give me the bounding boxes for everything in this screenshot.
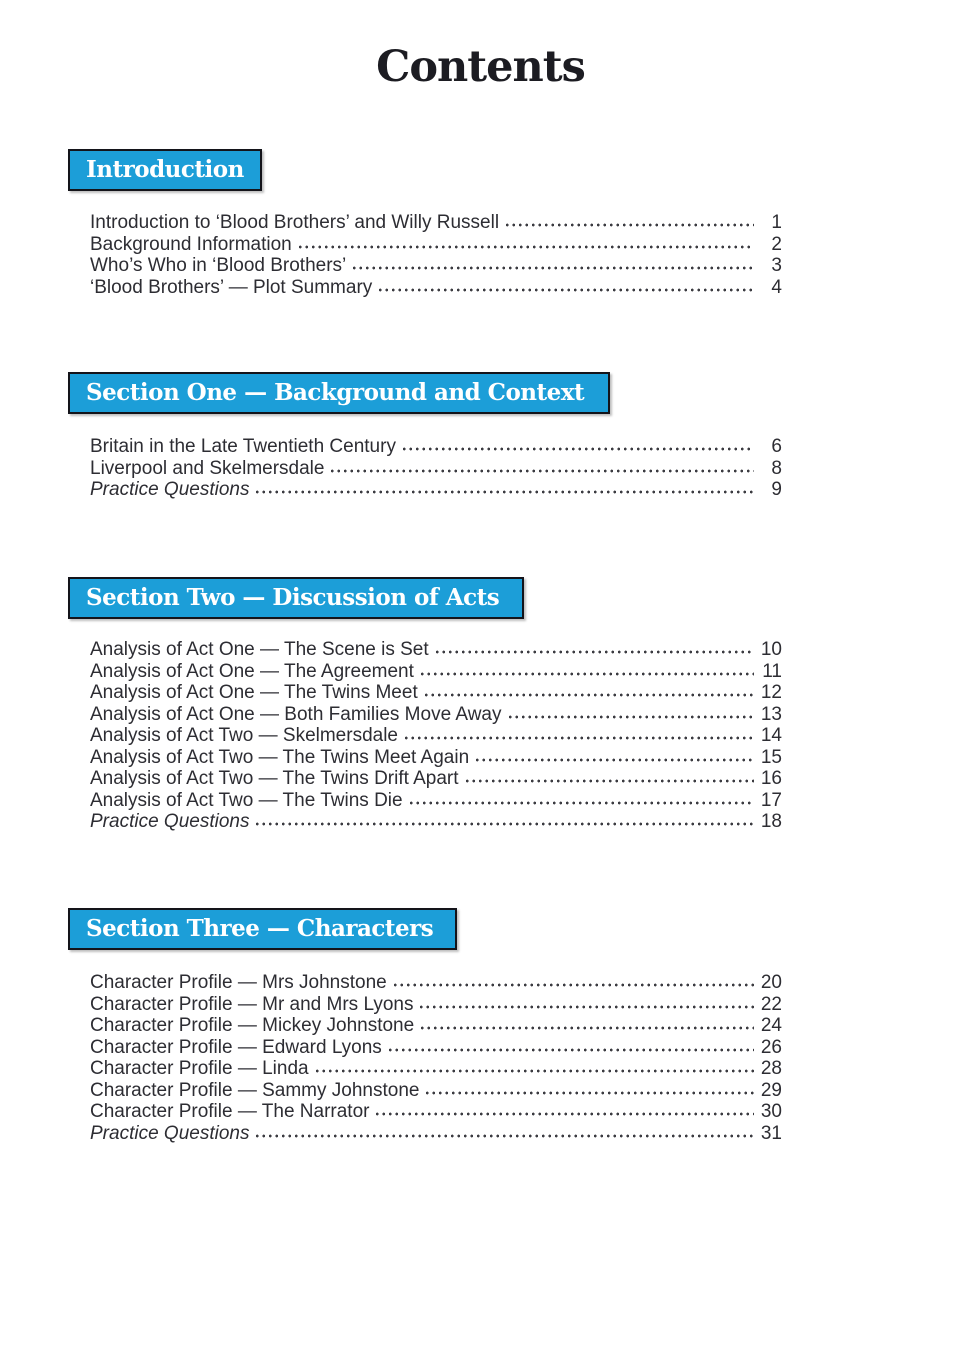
toc-entry xyxy=(90,458,782,480)
dot-leader xyxy=(329,468,754,474)
entry-page-number: 24 xyxy=(760,1015,782,1036)
toc-entry xyxy=(90,1058,782,1080)
dot-leader xyxy=(374,1111,754,1117)
dot-leader xyxy=(254,489,754,495)
dot-leader xyxy=(392,982,754,988)
toc-list-section-two xyxy=(90,639,782,833)
section-heading-label: Section One — Background and Context xyxy=(86,379,585,406)
entry-label: ‘Blood Brothers’ — Plot Summary xyxy=(90,276,373,298)
page-title: Contents xyxy=(376,42,585,92)
entry-page-number: 10 xyxy=(760,639,782,660)
dot-leader xyxy=(464,778,754,784)
entry-label: Analysis of Act Two — The Twins Die xyxy=(90,789,403,811)
entry-label: Analysis of Act Two — The Twins Meet Again xyxy=(90,746,470,768)
entry-page-number: 15 xyxy=(760,746,782,768)
dot-leader xyxy=(401,446,754,452)
dot-leader xyxy=(254,821,754,827)
dot-leader xyxy=(314,1068,754,1074)
entry-page-number: 14 xyxy=(760,725,782,746)
entry-page-number: 13 xyxy=(760,703,782,725)
entry-page-number: 18 xyxy=(760,811,782,832)
toc-entry xyxy=(90,682,782,704)
entry-label: Character Profile — The Narrator xyxy=(90,1101,370,1122)
section-heading-label: Introduction xyxy=(86,156,244,183)
entry-page-number: 22 xyxy=(760,993,782,1015)
dot-leader xyxy=(507,714,755,720)
toc-entry xyxy=(90,234,782,256)
entry-label: Practice Questions xyxy=(90,479,250,500)
toc-list-introduction xyxy=(90,212,782,298)
entry-label: Background Information xyxy=(90,233,292,255)
entry-label: Liverpool and Skelmersdale xyxy=(90,457,325,479)
toc-entry xyxy=(90,1101,782,1123)
toc-entry xyxy=(90,1123,782,1145)
toc-entry xyxy=(90,704,782,726)
toc-entry xyxy=(90,747,782,769)
entry-label: Analysis of Act One — The Twins Meet xyxy=(90,682,418,703)
toc-entry xyxy=(90,790,782,812)
entry-label: Analysis of Act One — Both Families Move Away xyxy=(90,703,502,725)
entry-label: Analysis of Act One — The Agreement xyxy=(90,660,414,682)
toc-entry xyxy=(90,972,782,994)
entry-label: Character Profile — Sammy Johnstone xyxy=(90,1079,420,1101)
entry-page-number: 26 xyxy=(760,1036,782,1058)
section-heading-label: Section Three — Characters xyxy=(86,915,434,942)
toc-entry xyxy=(90,768,782,790)
toc-entry xyxy=(90,725,782,747)
section-heading-introduction xyxy=(68,149,262,191)
entry-label: Who’s Who in ‘Blood Brothers’ xyxy=(90,255,347,276)
section-heading-three xyxy=(68,908,457,950)
toc-entry xyxy=(90,994,782,1016)
toc-entry xyxy=(90,1015,782,1037)
entry-page-number: 3 xyxy=(771,255,782,276)
dot-leader xyxy=(351,265,754,271)
entry-label: Character Profile — Linda xyxy=(90,1058,309,1079)
dot-leader xyxy=(419,1025,754,1031)
dot-leader xyxy=(387,1047,754,1053)
entry-page-number: 4 xyxy=(771,276,782,298)
section-heading-label: Section Two — Discussion of Acts xyxy=(86,584,500,611)
entry-label: Analysis of Act Two — Skelmersdale xyxy=(90,725,398,746)
entry-page-number: 9 xyxy=(771,479,782,500)
entry-page-number: 6 xyxy=(771,436,782,457)
entry-label: Introduction to ‘Blood Brothers’ and Willy Russell xyxy=(90,212,500,233)
dot-leader xyxy=(418,1004,754,1010)
entry-label: Analysis of Act One — The Scene is Set xyxy=(90,639,429,660)
entry-page-number: 31 xyxy=(760,1122,782,1144)
entry-page-number: 1 xyxy=(771,212,782,233)
toc-entry xyxy=(90,639,782,661)
dot-leader xyxy=(254,1133,754,1139)
section-heading-two xyxy=(68,577,524,619)
dot-leader xyxy=(297,244,754,250)
section-heading-one xyxy=(68,372,610,414)
entry-page-number: 28 xyxy=(760,1058,782,1079)
toc-entry xyxy=(90,436,782,458)
toc-list-section-one xyxy=(90,436,782,501)
toc-entry xyxy=(90,277,782,299)
dot-leader xyxy=(504,222,754,228)
entry-label: Practice Questions xyxy=(90,1122,250,1144)
dot-leader xyxy=(474,757,754,763)
entry-page-number: 12 xyxy=(760,682,782,703)
entry-label: Character Profile — Edward Lyons xyxy=(90,1036,382,1058)
entry-label: Practice Questions xyxy=(90,811,250,832)
dot-leader xyxy=(434,649,754,655)
toc-entry xyxy=(90,811,782,833)
entry-label: Character Profile — Mr and Mrs Lyons xyxy=(90,993,414,1015)
toc-list-section-three xyxy=(90,972,782,1144)
toc-entry xyxy=(90,1037,782,1059)
entry-label: Character Profile — Mrs Johnstone xyxy=(90,972,387,993)
entry-page-number: 16 xyxy=(760,768,782,789)
entry-page-number: 30 xyxy=(760,1101,782,1122)
toc-entry xyxy=(90,1080,782,1102)
dot-leader xyxy=(403,735,754,741)
entry-page-number: 20 xyxy=(760,972,782,993)
entry-page-number: 8 xyxy=(771,457,782,479)
entry-page-number: 29 xyxy=(760,1079,782,1101)
entry-label: Britain in the Late Twentieth Century xyxy=(90,436,396,457)
dot-leader xyxy=(424,1090,754,1096)
dot-leader xyxy=(377,287,754,293)
entry-label: Character Profile — Mickey Johnstone xyxy=(90,1015,415,1036)
dot-leader xyxy=(423,692,754,698)
toc-entry xyxy=(90,212,782,234)
entry-page-number: 17 xyxy=(760,789,782,811)
entry-label: Analysis of Act Two — The Twins Drift Apart xyxy=(90,768,459,789)
toc-entry xyxy=(90,255,782,277)
dot-leader xyxy=(408,800,754,806)
dot-leader xyxy=(419,671,754,677)
entry-page-number: 11 xyxy=(762,660,782,682)
entry-page-number: 2 xyxy=(771,233,782,255)
toc-entry xyxy=(90,479,782,501)
toc-entry xyxy=(90,661,782,683)
